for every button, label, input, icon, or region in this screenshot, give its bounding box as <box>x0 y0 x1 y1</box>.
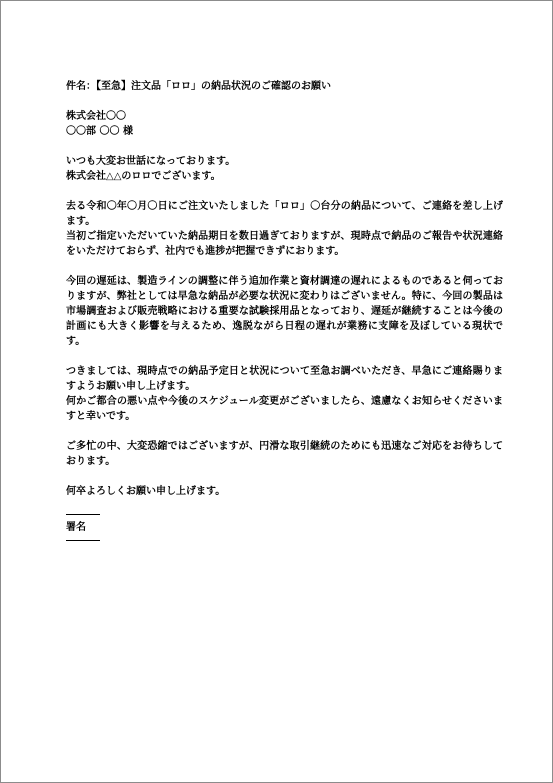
paragraph-closing-request: ご多忙の中、大変恐縮ではございますが、円滑な取引継続のためにも迅速なご対応をお待ちしております。 <box>66 441 503 467</box>
greeting-line: いつも大変お世話になっております。 <box>66 156 236 167</box>
paragraph-schedule-change: 何かご都合の悪い点や今後のスケジュール変更がございましたら、遠慮なくお知らせくださいますと幸いです。 <box>66 396 503 422</box>
recipient-person: 〇〇部 〇〇 様 <box>66 126 133 137</box>
paragraph-delay-status: 当初ご指定いただいていた納品期日を数日過ぎておりますが、現時点で納品のご報告や状況連絡をいただけておらず、社内でも進捗が把握できずにおります。 <box>66 231 503 257</box>
recipient-company: 株式会社〇〇 <box>66 111 126 122</box>
sender-intro: 株式会社△△のロロでございます。 <box>66 171 221 182</box>
signature-rule-top <box>66 514 100 515</box>
closing-line: 何卒よろしくお願い申し上げます。 <box>66 486 226 497</box>
signature-label: 署名 <box>66 522 86 533</box>
subject-line: 件名：【至急】注文品「ロロ」の納品状況のご確認のお願い <box>66 81 331 92</box>
paragraph-delay-reason: 今回の遅延は、製造ラインの調整に伴う追加作業と資材調達の遅れによるものであると伺っておりますが、弊社としては早急な納品が必要な状況に変わりはございません。特に、今回の製品は市場調査および販売戦略における重要な試験採用品となっており、遅延が継続することは今後の計画にも大きく影響を与えるため、逸脱ながら日程の遅れが業務に支障を及ぼしている現状です。 <box>66 276 503 347</box>
paragraph-request: つきましては、現時点での納品予定日と状況について至急お調べいただき、早急にご連絡賜りますようお願い申し上げます。 <box>66 366 503 392</box>
signature-rule-bottom <box>66 540 100 541</box>
letter-body <box>66 79 503 541</box>
paragraph-order-notice: 去る令和〇年〇月〇日にご注文いたしました「ロロ」〇台分の納品について、ご連絡を差し上げます。 <box>66 201 503 227</box>
